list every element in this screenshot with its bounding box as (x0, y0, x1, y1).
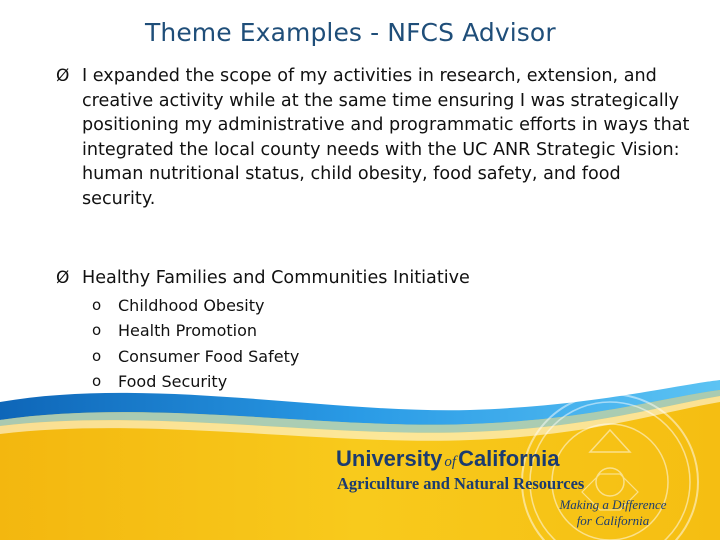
university-of: of (444, 454, 457, 470)
list-item-label: Food Security (118, 372, 228, 392)
tagline (548, 497, 678, 529)
list-item-label: Health Promotion (118, 321, 258, 341)
circle-bullet-icon: o (92, 372, 102, 391)
university-name (336, 446, 560, 472)
bullet-2 (56, 266, 696, 291)
division-name: Agriculture and Natural Resources (337, 474, 585, 493)
circle-bullet-icon: o (92, 346, 102, 365)
tagline-line-1: Making a Difference (559, 497, 667, 512)
list-item-label: Consumer Food Safety (118, 346, 300, 366)
list-item-label: Childhood Obesity (118, 296, 265, 315)
circle-bullet-icon: o (92, 321, 102, 340)
university-prefix: University (336, 446, 443, 471)
bullet-1-text: I expanded the scope of my activities in research, extension, and creative activity while at the same time ensuring I was strategically positioning my administrative and programmatic efforts in ways that integrated the local county needs with the UC ANR Strategic Vision: human nutritional status, child obesity, food safety, and food security. (82, 66, 690, 209)
circle-bullet-icon: o (92, 296, 102, 314)
bullet-2-text: Healthy Families and Communities Initiative (82, 268, 470, 288)
bullet-1 (56, 64, 696, 211)
arrow-bullet-icon: Ø (56, 66, 70, 86)
slide-title: Theme Examples - NFCS Advisor (145, 18, 556, 47)
tagline-line-2: for California (576, 513, 650, 528)
university-suffix: California (458, 446, 560, 471)
arrow-bullet-icon: Ø (56, 268, 70, 288)
